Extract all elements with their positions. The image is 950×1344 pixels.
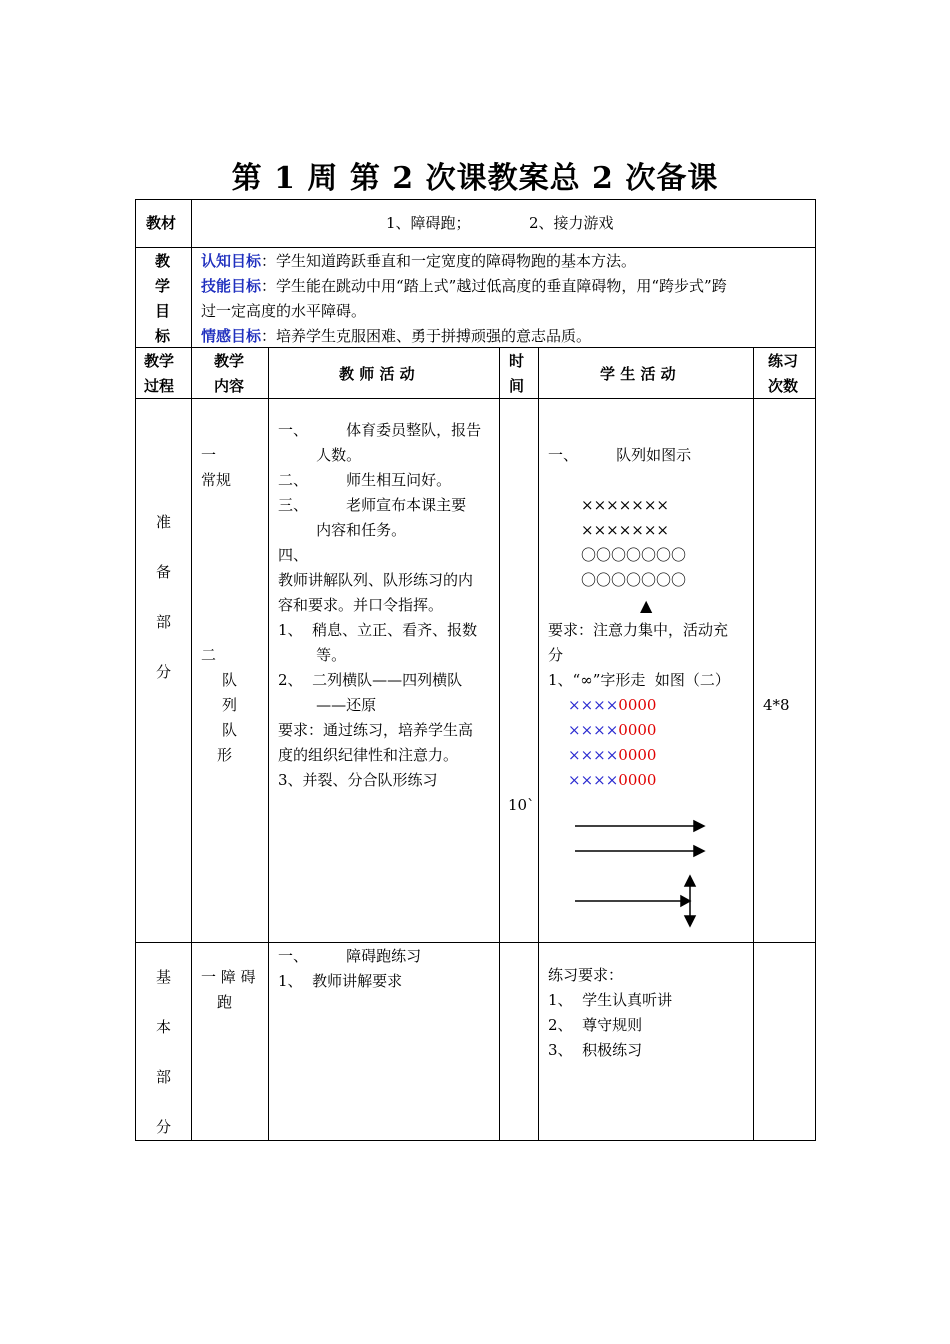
header-process-2: 过程 (144, 377, 175, 395)
basic-teacher-line-2: 1、 教师讲解要求 (278, 972, 403, 990)
material-item-2: 2、接力游戏 (529, 214, 614, 232)
pair-row-3-x: ×××× (568, 746, 619, 764)
formation-o-row-1: 〇〇〇〇〇〇〇 (581, 546, 687, 564)
teacher-line-4: 三、 老师宣布本课主要 (278, 496, 467, 514)
teacher-line-7: 教师讲解队列、队形练习的内 (278, 571, 474, 589)
emotion-objective (201, 324, 591, 349)
objectives-label-4: 标 (155, 327, 171, 345)
pair-row-1 (568, 693, 656, 718)
pair-row-1-x: ×××× (568, 696, 619, 714)
skill-objective (201, 274, 727, 299)
skill-text-1: ：学生能在跳动中用“踏上式”越过低高度的垂直障碍物，用“跨步式”跨 (261, 277, 727, 295)
material-item-1: 1、障碍跑； (386, 214, 471, 232)
prep-content-1-num: 一 (201, 446, 217, 464)
cognitive-text: ：学生知道跨跃垂直和一定宽度的障碍物跑的基本方法。 (261, 252, 637, 270)
basic-label-3: 部 (156, 1068, 172, 1086)
header-teacher: 教 师 活 动 (339, 365, 415, 383)
header-time-2: 间 (509, 377, 525, 395)
prep-content-2-num: 二 (201, 646, 217, 664)
pair-row-4-x: ×××× (568, 771, 619, 789)
vertical-arrow-up (685, 876, 695, 886)
pair-row-4 (568, 768, 656, 793)
pair-row-2-x: ×××× (568, 721, 619, 739)
prep-label-1: 准 (156, 513, 172, 531)
pair-row-1-o: 0000 (618, 696, 657, 714)
student-req-1: 要求：注意力集中，活动充 (548, 621, 729, 639)
teacher-line-2: 人数。 (278, 446, 362, 464)
teacher-line-5: 内容和任务。 (278, 521, 407, 539)
prep-content-1-text: 常规 (201, 471, 232, 489)
basic-student-line-2: 1、 学生认真听讲 (548, 991, 673, 1009)
pair-row-4-o: 0000 (618, 771, 657, 789)
basic-label-4: 分 (156, 1118, 172, 1136)
formation-x-row-1: ××××××× (581, 496, 669, 514)
cognitive-label: 认知目标 (201, 252, 262, 270)
basic-student-line-4: 3、 积极练习 (548, 1041, 643, 1059)
prep-count: 4*8 (763, 696, 790, 714)
arrow-head-2 (694, 846, 704, 856)
teacher-line-9: 1、 稍息、立正、看齐、报数 (278, 621, 478, 639)
basic-student-line-1: 练习要求： (548, 966, 624, 984)
teacher-line-12: ——还原 (278, 696, 377, 714)
vertical-arrow-down (685, 916, 695, 926)
header-time-1: 时 (509, 352, 525, 370)
teacher-line-3: 二、 师生相互问好。 (278, 471, 452, 489)
page-title: 第 1 周 第 2 次课教案总 2 次备课 (231, 161, 719, 196)
basic-teacher-line-1: 一、 障碍跑练习 (278, 947, 422, 965)
teacher-line-13: 要求：通过练习，培养学生高 (278, 721, 474, 739)
teacher-line-10: 等。 (278, 646, 347, 664)
emotion-text: ：培养学生克服困难、勇于拼搏顽强的意志品质。 (261, 327, 592, 345)
skill-label: 技能目标 (201, 277, 262, 295)
header-count-2: 次数 (768, 377, 799, 395)
header-count-1: 练习 (768, 352, 799, 370)
pair-row-2 (568, 718, 656, 743)
header-content-1: 教学 (214, 352, 245, 370)
header-process-1: 教学 (144, 352, 175, 370)
skill-text-2: 过一定高度的水平障碍。 (201, 302, 367, 320)
material-label: 教材 (146, 214, 177, 232)
formation-x-row-2: ××××××× (581, 521, 669, 539)
teacher-line-11: 2、 二列横队——四列横队 (278, 671, 463, 689)
teacher-line-14: 度的组织纪律性和注意力。 (278, 746, 459, 764)
basic-content-1: 一 障 碍 (201, 968, 256, 986)
prep-time: 10` (508, 796, 535, 814)
formation-o-row-2: 〇〇〇〇〇〇〇 (581, 571, 687, 589)
header-content-2: 内容 (214, 377, 245, 395)
prep-content-2-c4: 形 (217, 746, 233, 764)
student-intro: 一、 队列如图示 (548, 446, 692, 464)
prep-content-2-c3: 队 (222, 721, 238, 739)
objectives-label-1: 教 (155, 252, 171, 270)
basic-label-2: 本 (156, 1018, 172, 1036)
emotion-label: 情感目标 (201, 327, 262, 345)
arrow-head-1 (694, 821, 704, 831)
basic-label-1: 基 (156, 968, 172, 986)
teacher-position-marker: ▲ (640, 596, 653, 615)
objectives-label-2: 学 (155, 277, 171, 295)
teacher-line-8: 容和要求。并口令指挥。 (278, 596, 444, 614)
basic-student-line-3: 2、 尊守规则 (548, 1016, 643, 1034)
cognitive-objective (201, 249, 636, 274)
objectives-label-3: 目 (155, 302, 171, 320)
prep-label-2: 备 (156, 563, 172, 581)
pair-row-3-o: 0000 (618, 746, 657, 764)
header-student: 学 生 活 动 (600, 365, 676, 383)
pair-row-2-o: 0000 (618, 721, 657, 739)
figure8-walk: 1、“∞”字形走 如图（二） (548, 671, 730, 689)
prep-content-2-c2: 列 (222, 696, 238, 714)
basic-content-2: 跑 (217, 993, 233, 1011)
pair-row-3 (568, 743, 656, 768)
prep-label-3: 部 (156, 613, 172, 631)
student-req-2: 分 (548, 646, 564, 664)
teacher-line-1: 一、 体育委员整队，报告 (278, 421, 482, 439)
prep-content-2-c1: 队 (222, 671, 238, 689)
teacher-line-6: 四、 (278, 546, 309, 564)
teacher-line-15: 3、并裂、分合队形练习 (278, 771, 438, 789)
prep-label-4: 分 (156, 663, 172, 681)
arrow-head-3 (681, 896, 690, 906)
